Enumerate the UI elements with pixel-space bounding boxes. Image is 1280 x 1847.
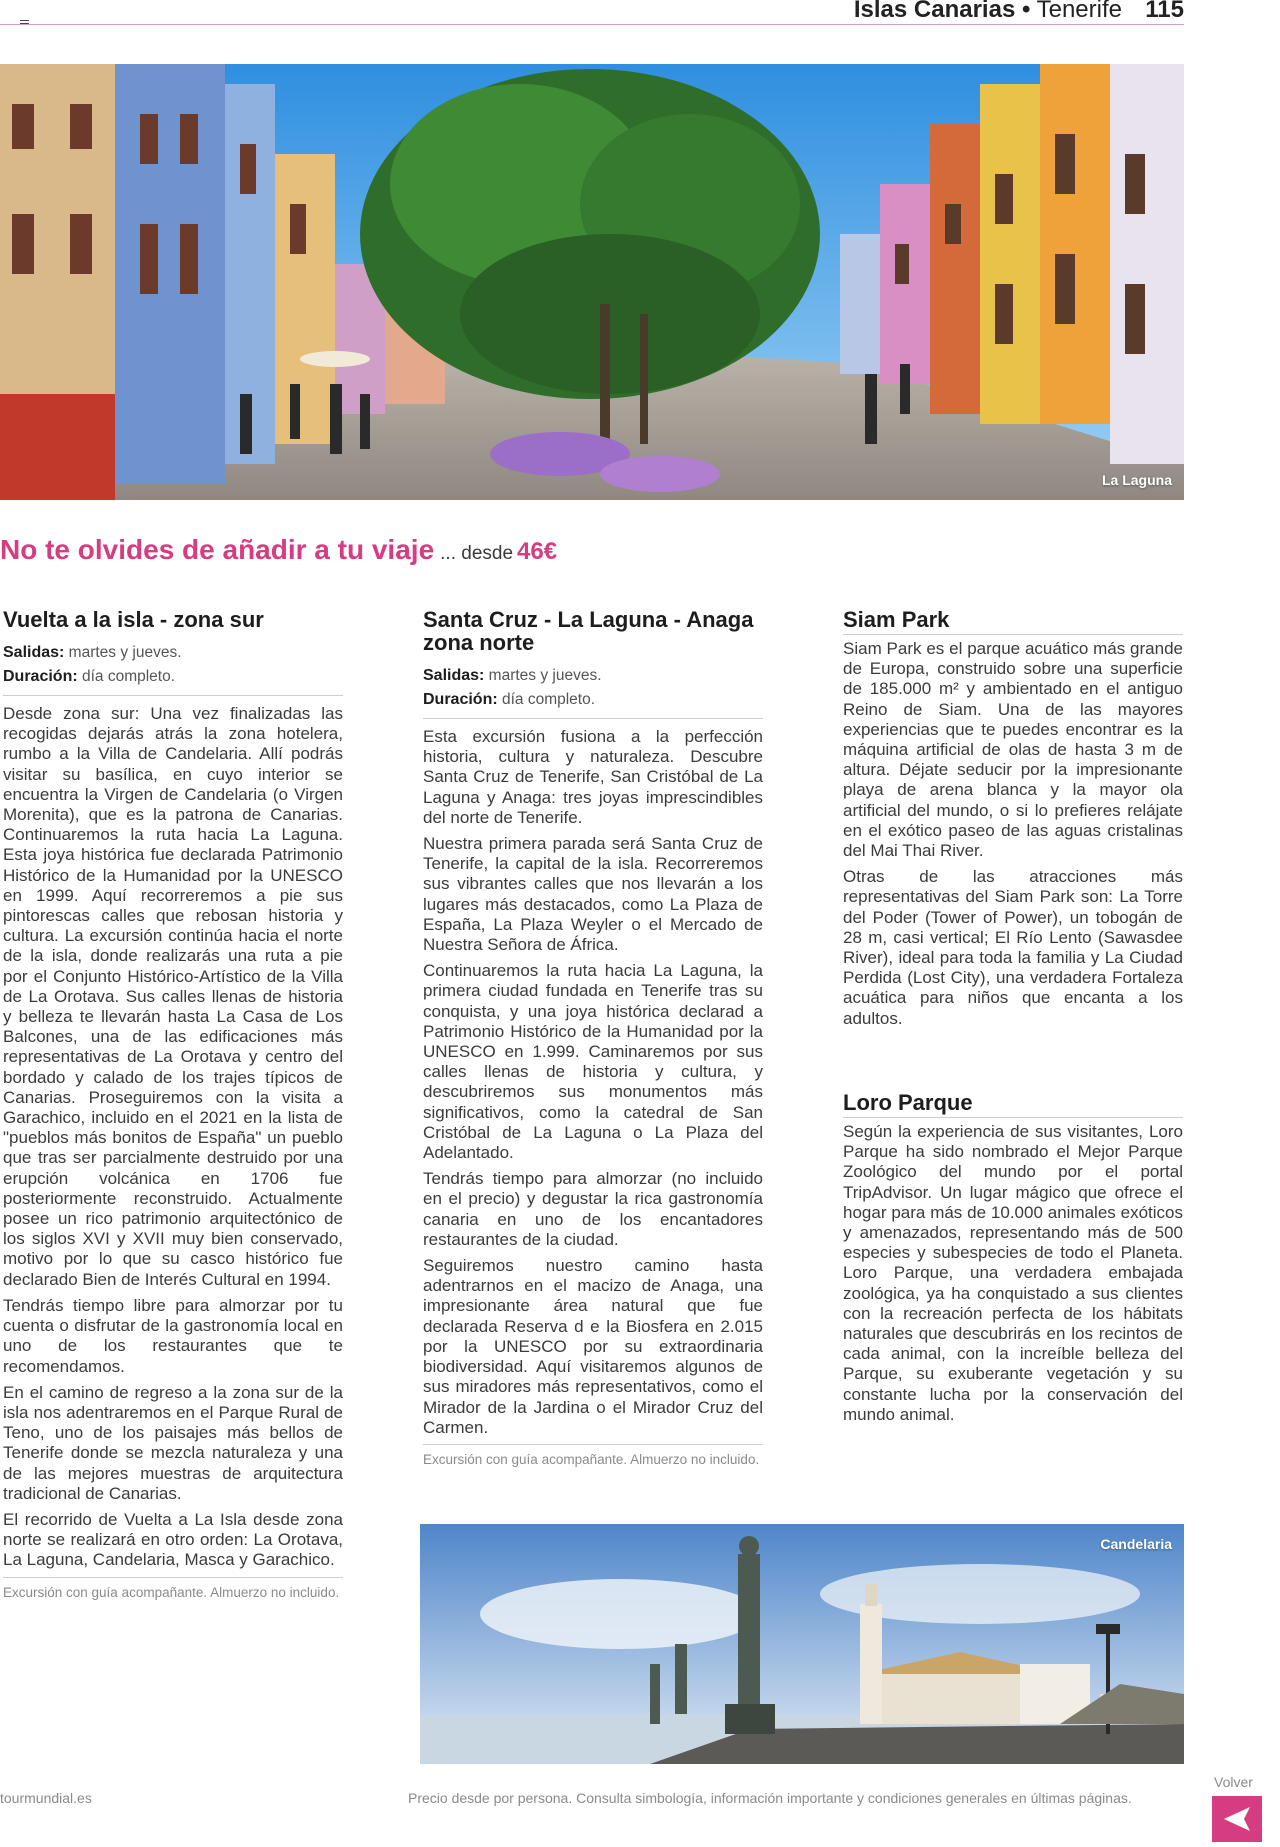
excursion-note: Excursión con guía acompañante. Almuerzo no incluido.	[3, 1584, 340, 1600]
section-divider	[423, 718, 763, 719]
header-region: Islas Canarias	[853, 0, 1016, 23]
back-arrow-icon	[1212, 1796, 1262, 1842]
section-divider	[3, 1577, 343, 1578]
candelaria-photo	[420, 1524, 1184, 1764]
candelaria-illustration	[420, 1524, 1184, 1764]
footer-site[interactable]: tourmundial.es	[0, 1790, 92, 1806]
duracion-label: Duración:	[423, 691, 498, 708]
excursion-duracion	[3, 665, 343, 689]
excursion-vuelta-isla	[3, 608, 343, 1601]
section-divider	[3, 695, 343, 696]
page-number: 115	[1145, 0, 1184, 23]
excursion-paragraph: Otras de las atracciones más representativas del Siam Park son: La Torre del Poder (Tower of Power), un tobogán de 28 m, casi vertical; El Río Lento (Sawasdee River), ideal para toda la familia y La Ciudad Perdida (Lost City), una verdadera Fortaleza acuática para niños que encanta a los adultos.	[843, 867, 1183, 1028]
excursion-paragraph: Nuestra primera parada será Santa Cruz de Tenerife, la capital de la isla. Recorreremos sus vibrantes calles que nos llevarán a los lugares más destacados, como La Plaza de España, La Plaza Weyler o el Mercado de Nuestra Señora de África.	[423, 834, 763, 955]
excursion-paragraph: El recorrido de Vuelta a La Isla desde zona norte se realizará en otro orden: La Orotava, La Laguna, Candelaria, Masca y Garachico.	[3, 1509, 343, 1570]
excursion-salidas	[3, 641, 343, 665]
excursion-paragraph: Tendrás tiempo para almorzar (no incluido en el precio) y degustar la rica gastronomía canaria en uno de los encantadores restaurantes de la ciudad.	[423, 1169, 763, 1249]
promo-from-label: ... desde	[440, 543, 514, 564]
duracion-label: Duración:	[3, 668, 78, 685]
excursion-title: Loro Parque	[843, 1090, 973, 1115]
excursion-paragraph: Tendrás tiempo libre para almorzar por tu cuenta o disfrutar de la gastronomía local en uno de los restaurantes que te recomendamos.	[3, 1295, 343, 1376]
la-laguna-illustration	[0, 64, 1184, 500]
excursion-santa-cruz-anaga	[423, 608, 763, 1468]
salidas-value: martes y jueves.	[488, 667, 602, 684]
salidas-label: Salidas:	[423, 667, 485, 684]
excursion-paragraph: Siam Park es el parque acuático más grande de Europa, construido sobre una superficie de 185.000 m² y ambientado en el antiguo Reino de Siam. Una de las mayores experiencias que te puedes encontrar es la máquina artificial de olas de hasta 3 m de altura. Déjate seducir por la impresionante playa de arena blanca y la mayor ola artificial del mundo, o si lo prefieres relájate en el exótico paseo de las aguas cristalinas del Mai Thai River.	[843, 639, 1183, 861]
excursion-salidas	[423, 664, 763, 688]
duracion-value: día completo.	[81, 668, 176, 685]
excursion-duracion	[423, 688, 763, 712]
excursion-paragraph: Desde zona sur: Una vez finalizadas las recogidas dejarás atrás la zona hotelera, rumbo a la Villa de Candelaria. Allí podrás visitar su basílica, en cuyo interior se encuentra la Virgen de Candelaria (o Virgen Morenita), que es la patrona de Canarias. Continuaremos la ruta hacia La Laguna. Esta joya histórica fue declarada Patrimonio Histórico de la Humanidad por la UNESCO en 1999. Aquí recorreremos a pie sus pintorescas calles que rebosan historia y cultura. La excursión continúa hacia el norte de la isla, donde realizarás una ruta a pie por el Conjunto Histórico-Artístico de la Villa de La Orotava. Sus calles llenas de historia y belleza te llevarán hasta La Casa de Los Balcones, una de las edificaciones más representativas de La Orotava y centro del bordado y calado de los trajes típicos de Canarias. Proseguiremos con la visita a Garachico, incluido en el 2021 en la lista de "pueblos más bonitos de España" un pueblo que tras ser parcialmente destruido por una erupción volcánica en 1706 fue posteriormente reconstruido. Actualmente posee un rico patrimonio arquitectónico de los siglos XVI y XVII muy bien conservado, motivo por lo que su casco histórico fue declarado Bien de Interés Cultural en 1994.	[3, 704, 343, 1289]
excursion-loro-parque	[843, 1091, 1183, 1431]
section-divider	[843, 634, 1183, 635]
header-island: Tenerife	[1036, 0, 1122, 23]
header-title	[854, 0, 1122, 26]
excursion-paragraph: Esta excursión fusiona a la perfección historia, cultura y naturaleza. Descubre Santa Cruz de Tenerife, San Cristóbal de La Laguna y Anaga: tres joyas imprescindibles del norte de Tenerife.	[423, 727, 763, 827]
excursion-note: Excursión con guía acompañante. Almuerzo no incluido.	[423, 1451, 760, 1467]
excursion-title: Vuelta a la isla - zona sur	[3, 607, 264, 632]
excursion-paragraph: Seguiremos nuestro camino hasta adentrarnos en el macizo de Anaga, una impresionante área natural que fue declarada Reserva d e la Biosfera en 2.015 por la UNESCO por su extraordinaria biodiversidad. Aquí visitaremos algunos de sus miradores más representativos, como el Mirador de la Jardina o el Mirador Cruz del Carmen.	[423, 1256, 763, 1437]
excursion-siam-park	[843, 608, 1183, 1035]
excursion-title: Santa Cruz - La Laguna - Anaga zona norte	[423, 607, 754, 655]
promo-headline-text: No te olvides de añadir a tu viaje	[0, 534, 435, 565]
candelaria-caption: Candelaria	[1100, 1536, 1172, 1552]
menu-icon[interactable]	[20, 20, 29, 26]
section-divider	[843, 1117, 1183, 1118]
salidas-label: Salidas:	[3, 644, 65, 661]
back-label: Volver	[1214, 1774, 1253, 1790]
promo-price: 46€	[517, 538, 558, 565]
footer-disclaimer: Precio desde por persona. Consulta simbología, información importante y condiciones generales en últimas páginas.	[408, 1790, 1132, 1806]
excursion-title: Siam Park	[843, 607, 950, 632]
section-divider	[423, 1444, 763, 1445]
salidas-value: martes y jueves.	[68, 644, 182, 661]
duracion-value: día completo.	[501, 691, 596, 708]
promo-headline	[0, 530, 557, 574]
back-button[interactable]	[1212, 1796, 1262, 1842]
excursion-paragraph: Continuaremos la ruta hacia La Laguna, la primera ciudad fundada en Tenerife tras su conquista, y una joya histórica declarad a Patrimonio Histórico de la Humanidad por la UNESCO en 1.999. Caminaremos por sus calles llenas de historia y cultura, y descubriremos sus monumentos más significativos, como la catedral de San Cristóbal de La Laguna o La Plaza del Adelantado.	[423, 961, 763, 1163]
la-laguna-caption: La Laguna	[1101, 472, 1172, 488]
header-separator: •	[1021, 0, 1031, 23]
excursion-paragraph: En el camino de regreso a la zona sur de la isla nos adentraremos en el Parque Rural de Teno, uno de los paisajes más bellos de Tenerife donde se mezcla naturaleza y una de las mejores muestras de arquitectura tradicional de Canarias.	[3, 1382, 343, 1503]
la-laguna-photo	[0, 64, 1184, 500]
excursion-paragraph: Según la experiencia de sus visitantes, Loro Parque ha sido nombrado el Mejor Parque Zoológico del mundo por el portal TripAdvisor. Un lugar mágico que ofrece el hogar para más de 10.000 animales exóticos y amenazados, representando más de 500 especies y subespecies de todo el Planeta. Loro Parque, una verdadera embajada zoológica, ya ha conquistado a sus clientes con la recreación perfecta de los hábitats naturales que descubrirás en los recintos de cada animal, con la increíble belleza del Parque, su exuberante vegetación y su constante lucha por la conservación del mundo animal.	[843, 1122, 1183, 1424]
